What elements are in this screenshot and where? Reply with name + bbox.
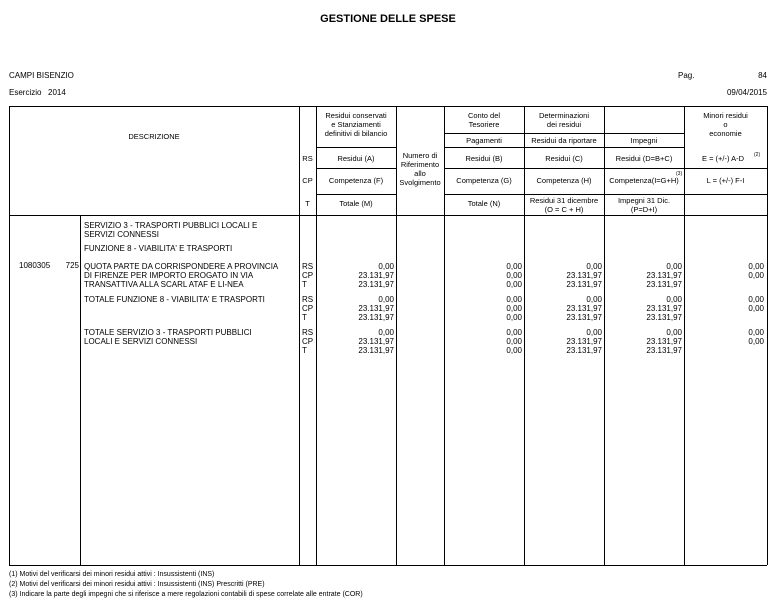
header-rs: RS [302, 154, 313, 163]
footnotes [9, 570, 363, 600]
row-subcode: 725 [65, 261, 79, 270]
page-number: 84 [758, 71, 767, 80]
header-residui-conservati: Residui conservati e Stanziamenti definitivi di bilancio [324, 111, 388, 138]
cell-pagamenti: 0,00 0,00 0,00 [506, 328, 522, 356]
cell-minori-residui: 0,00 0,00 [748, 295, 764, 314]
entity-name: CAMPI BISENZIO [9, 71, 74, 80]
row-code: 1080305 [19, 261, 51, 270]
cell-impegni: 0,00 23.131,97 23.131,97 [646, 328, 682, 356]
cell-residui-riportare: 0,00 23.131,97 23.131,97 [566, 328, 602, 356]
row-types: RS CP T [302, 295, 314, 323]
cell-residui-riportare: 0,00 23.131,97 23.131,97 [566, 295, 602, 323]
funzione-heading: FUNZIONE 8 - VIABILITA' E TRASPORTI [84, 244, 233, 253]
header-totale-n: Totale (N) [467, 199, 501, 208]
footnote-1: (1) Motivi del verificarsi dei minori residui attivi : Insussistenti (INS) [9, 571, 215, 578]
page-label: Pag. [678, 71, 695, 80]
header-note-3: (3) [676, 171, 683, 177]
header-residui-b: Residui (B) [465, 154, 503, 163]
header-descrizione: DESCRIZIONE [128, 132, 180, 141]
cell-minori-residui: 0,00 0,00 [748, 328, 764, 347]
header-impegni-31: Impegni 31 Dic. (P=D+I) [617, 196, 671, 214]
header-competenza-h: Competenza (H) [536, 176, 592, 185]
cell-impegni: 0,00 23.131,97 23.131,97 [646, 262, 682, 290]
row-types: RS CP T [302, 328, 314, 356]
exercise-label: Esercizio [9, 88, 42, 97]
header-cp: CP [302, 176, 313, 185]
header-totale-m: Totale (M) [339, 199, 373, 208]
header-minori-residui: Minori residui o economie [703, 111, 748, 138]
cell-pagamenti: 0,00 0,00 0,00 [506, 295, 522, 323]
footnote-3: (3) Indicare la parte degli impegni che si riferisce a mere regolazioni contabili di spese correlate alle entrate (COR) [9, 591, 363, 598]
row-description: TOTALE SERVIZIO 3 - TRASPORTI PUBBLICI LOCALI E SERVIZI CONNESSI [84, 328, 252, 347]
servizio-heading: SERVIZIO 3 - TRASPORTI PUBBLICI LOCALI E SERVIZI CONNESSI [84, 221, 258, 239]
header-note-2: (2) [754, 152, 761, 158]
header-impegni: Impegni [630, 136, 658, 145]
header-competenza-i: Competenza(I=G+H) [609, 176, 679, 185]
report-date: 09/04/2015 [726, 88, 767, 97]
header-competenza-f: Competenza (F) [328, 176, 384, 185]
header-numero-riferimento: Numero di Riferimento allo Svolgimento [399, 151, 441, 187]
header-residui-riportare: Residui da riportare [531, 136, 597, 145]
row-description: TOTALE FUNZIONE 8 - VIABILITA' E TRASPORTI [84, 295, 265, 304]
header-residui-c: Residui (C) [545, 154, 583, 163]
footnote-2: (2) Motivi del verificarsi dei minori residui attivi : Insussistenti (INS) Prescritti (PRE) [9, 581, 265, 588]
header-conto-tesoriere: Conto del Tesoriere [467, 111, 501, 129]
cell-residui-stanziamenti: 0,00 23.131,97 23.131,97 [358, 328, 394, 356]
header-e-formula: E = (+/-) A-D [702, 154, 745, 163]
cell-residui-riportare: 0,00 23.131,97 23.131,97 [566, 262, 602, 290]
row-description: QUOTA PARTE DA CORRISPONDERE A PROVINCIA DI FIRENZE PER IMPORTO EROGATO IN VIA TRANSATTIVA ALLA SCARL ATAF E LI-NEA [84, 262, 279, 290]
header-determinazioni: Determinazioni dei residui [538, 111, 590, 129]
header-competenza-g: Competenza (G) [456, 176, 512, 185]
header-pagamenti: Pagamenti [466, 136, 502, 145]
header-residui-d: Residui (D=B+C) [615, 154, 673, 163]
header-l-formula: L = (+/-) F-I [706, 176, 745, 185]
cell-residui-stanziamenti: 0,00 23.131,97 23.131,97 [358, 262, 394, 290]
cell-residui-stanziamenti: 0,00 23.131,97 23.131,97 [358, 295, 394, 323]
page-title: GESTIONE DELLE SPESE [320, 13, 456, 25]
row-types: RS CP T [302, 262, 314, 290]
cell-minori-residui: 0,00 0,00 [748, 262, 764, 281]
header-residui-a: Residui (A) [337, 154, 375, 163]
cell-impegni: 0,00 23.131,97 23.131,97 [646, 295, 682, 323]
cell-pagamenti: 0,00 0,00 0,00 [506, 262, 522, 290]
exercise-year: 2014 [48, 88, 66, 97]
header-residui-31: Residui 31 dicembre (O = C + H) [529, 196, 599, 214]
header-t: T [305, 199, 310, 208]
